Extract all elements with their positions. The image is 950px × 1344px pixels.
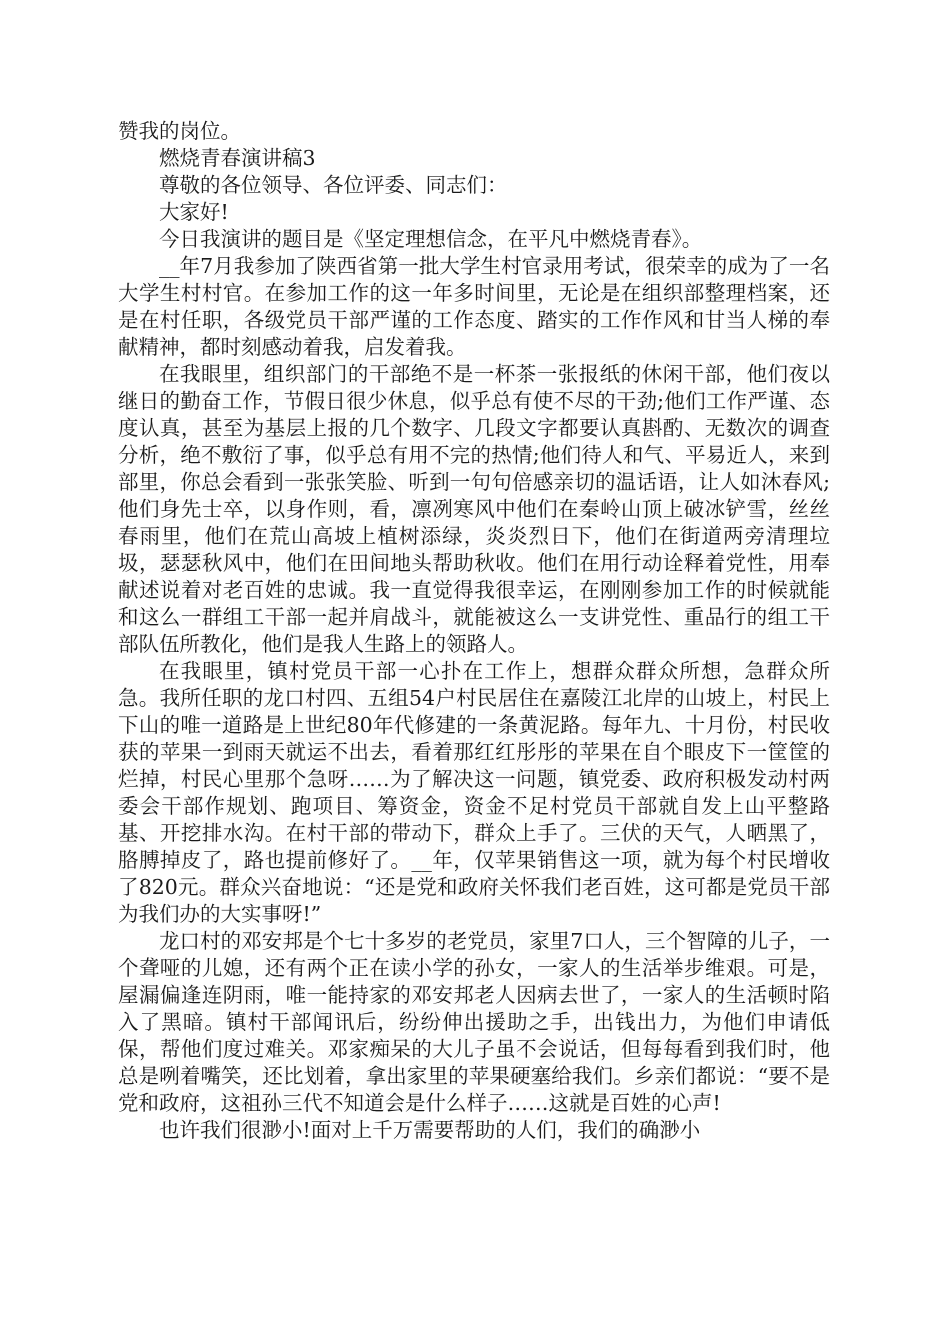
paragraph-intro: __年7月我参加了陕西省第一批大学生村官录用考试，很荣幸的成为了一名大学生村村官。在参加工作的这一年多时间里，无论是在组织部整理档案，还是在村任职，各级党员干部严谨的工作态度、踏实的工作作风和甘当人梯的奉献精神，都时刻感动着我，启发着我。 — [118, 254, 830, 359]
paragraph-deng-anbang: 龙口村的邓安邦是个七十多岁的老党员，家里7口人，三个智障的儿子，一个聋哑的儿媳，还有两个正在读小学的孙女，一家人的生活举步维艰。可是，屋漏偏逢连阴雨，唯一能持家的邓安邦老人因病去世了，一家人的生活顿时陷入了黑暗。镇村干部闻讯后，纷纷伸出援助之手，出钱出力，为他们申请低保，帮他们度过难关。邓家痴呆的大儿子虽不会说话，但每每看到我们时，他总是咧着嘴笑，还比划着，拿出家里的苹果硬塞给我们。乡亲们都说：“要不是党和政府，这祖孙三代不知道会是什么样子……这就是百姓的心声! — [118, 929, 830, 1115]
paragraph-1: 赞我的岗位。 — [118, 119, 241, 143]
document-page — [118, 118, 830, 1144]
paragraph-topic: 今日我演讲的题目是《坚定理想信念，在平凡中燃烧青春》。 — [159, 227, 703, 251]
speech-title: 燃烧青春演讲稿3 — [159, 146, 316, 170]
paragraph-village-cadres: 在我眼里，镇村党员干部一心扑在工作上，想群众群众所想，急群众所急。我所任职的龙口村四、五组54户村民居住在嘉陵江北岸的山坡上，村民上下山的唯一道路是上世纪80年代修建的一条黄泥路。每年九、十月份，村民收获的苹果一到雨天就运不出去，看着那红红彤彤的苹果在自个眼皮下一筐筐的烂掉，村民心里那个急呀……为了解决这一问题，镇党委、政府积极发动村两委会干部作规划、跑项目、筹资金，资金不足村党员干部就自发上山平整路基、开挖排水沟。在村干部的带动下，群众上手了。三伏的天气，人晒黑了，胳膊掉皮了，路也提前修好了。__年，仅苹果销售这一项，就为每个村民增收了820元。群众兴奋地说：“还是党和政府关怀我们老百姓，这可都是党员干部为我们办的大实事呀!” — [118, 659, 830, 926]
paragraph-organization-cadres: 在我眼里，组织部门的干部绝不是一杯茶一张报纸的休闲干部，他们夜以继日的勤奋工作，节假日很少休息，似乎总有使不尽的干劲;他们工作严谨、态度认真，甚至为基层上报的几个数字、几段文字都要认真斟酌、无数次的调查分析，绝不敷衍了事，似乎总有用不完的热情;他们待人和气、平易近人，来到部里，你总会看到一张张笑脸、听到一句句倍感亲切的温话语，让人如沐春风;他们身先士卒，以身作则，看，凛冽寒风中他们在秦岭山顶上破冰铲雪，丝丝春雨里，他们在荒山高坡上植树添绿，炎炎烈日下，他们在街道两旁清理垃圾，瑟瑟秋风中，他们在田间地头帮助秋收。他们在用行动诠释着党性，用奉献述说着对老百姓的忠诚。我一直觉得我很幸运，在刚刚参加工作的时候就能和这么一群组工干部一起并肩战斗，就能被这么一支讲党性、重品行的组工干部队伍所教化，他们是我人生路上的领路人。 — [118, 362, 830, 656]
salutation: 尊敬的各位领导、各位评委、同志们： — [159, 173, 508, 197]
paragraph-closing: 也许我们很渺小!面对上千万需要帮助的人们，我们的确渺小 — [159, 1118, 701, 1142]
greeting: 大家好! — [159, 200, 229, 224]
